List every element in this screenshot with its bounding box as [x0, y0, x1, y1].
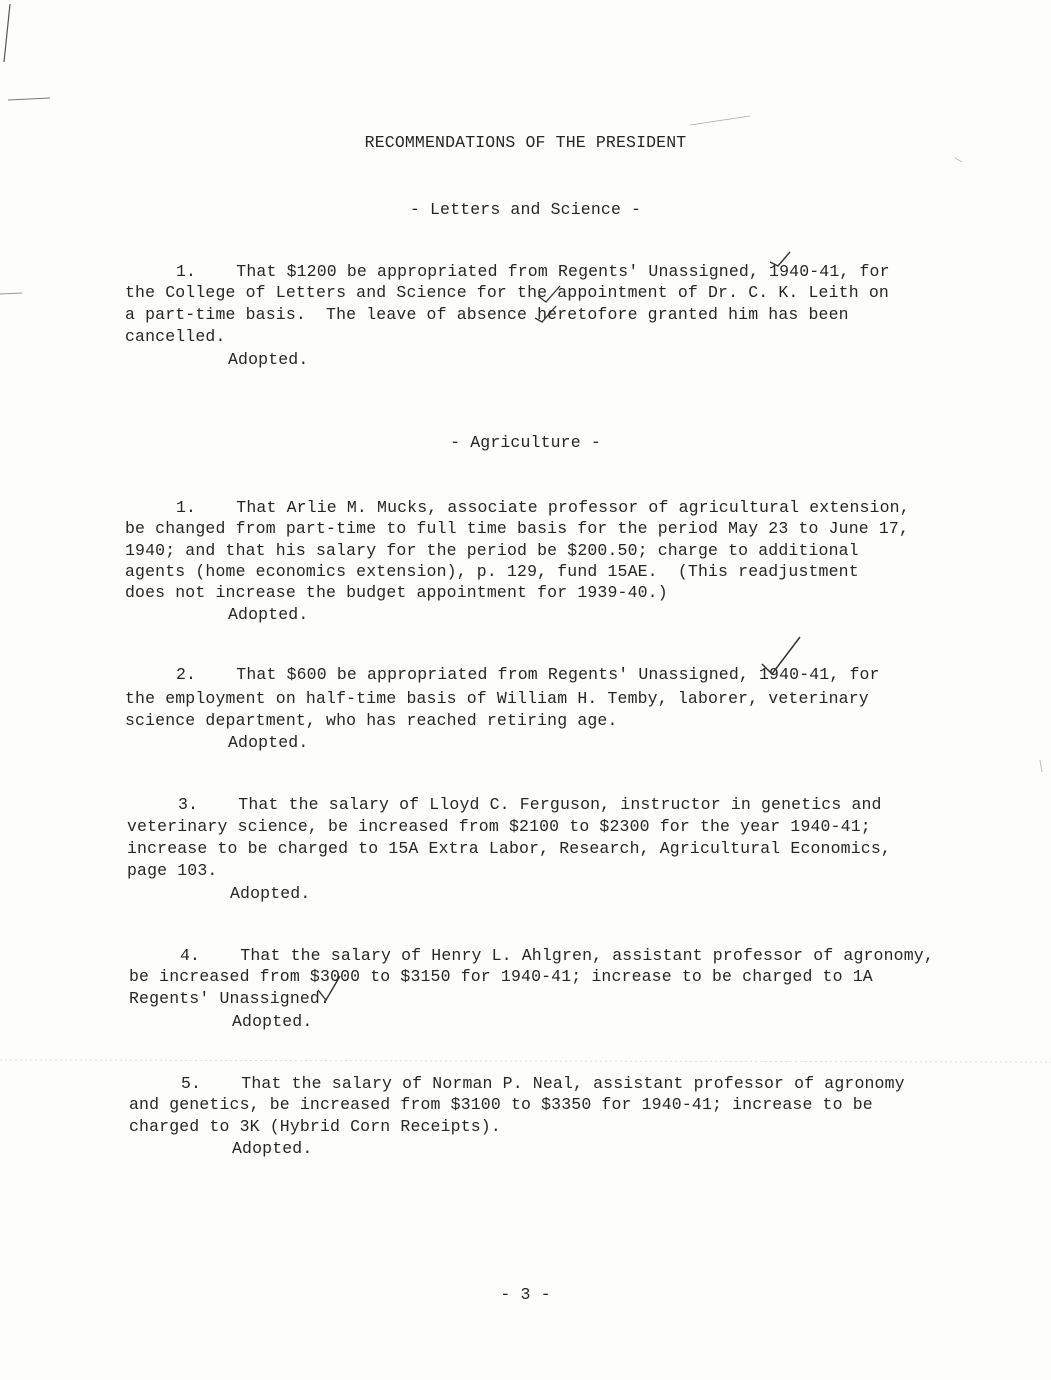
paragraph-line: be changed from part-time to full time basis for the period May 23 to June 17,: [125, 519, 910, 538]
paragraph-line: 1. That $1200 be appropriated from Regents' Unassigned, 1940-41, for: [176, 262, 890, 281]
paragraph-line: 2. That $600 be appropriated from Regents' Unassigned, 1940-41, for: [176, 665, 880, 684]
scan-edge-mark: [0, 293, 22, 294]
paragraph-line: increase to be charged to 15A Extra Labor, Research, Agricultural Economics,: [127, 839, 891, 858]
adopted-status: Adopted.: [228, 350, 309, 369]
section-heading-letters-and-science: - Letters and Science -: [409, 200, 642, 219]
adopted-status: Adopted.: [228, 605, 309, 624]
scan-edge-mark: [4, 4, 10, 62]
page-title: RECOMMENDATIONS OF THE PRESIDENT: [364, 133, 687, 152]
paragraph-line: the College of Letters and Science for the appointment of Dr. C. K. Leith on: [125, 283, 889, 302]
scan-edge-mark: [690, 116, 750, 125]
paragraph-line: Regents' Unassigned.: [129, 989, 331, 1008]
adopted-status: Adopted.: [228, 733, 309, 752]
paragraph-line: charged to 3K (Hybrid Corn Receipts).: [129, 1117, 501, 1136]
paragraph-line: page 103.: [127, 861, 218, 880]
page-number: - 3 -: [500, 1285, 551, 1304]
paragraph-line: be increased from $3000 to $3150 for 1940-41; increase to be charged to 1A: [129, 967, 873, 986]
paragraph-line: 5. That the salary of Norman P. Neal, assistant professor of agronomy: [181, 1074, 905, 1093]
paragraph-line: cancelled.: [125, 327, 226, 346]
fold-line: [0, 1060, 1051, 1062]
paragraph-line: 4. That the salary of Henry L. Ahlgren, assistant professor of agronomy,: [180, 946, 934, 965]
paragraph-line: and genetics, be increased from $3100 to $3350 for 1940-41; increase to be: [129, 1095, 873, 1114]
section-heading-agriculture: - Agriculture -: [450, 433, 601, 452]
paragraph-line: 3. That the salary of Lloyd C. Ferguson, instructor in genetics and: [178, 795, 882, 814]
check-mark-icon: [770, 252, 790, 266]
paragraph-line: the employment on half-time basis of William H. Temby, laborer, veterinary: [125, 689, 869, 708]
paragraph-line: agents (home economics extension), p. 129, fund 15AE. (This readjustment: [125, 562, 859, 581]
check-mark-icon: [762, 637, 800, 674]
paragraph-line: a part-time basis. The leave of absence heretofore granted him has been: [125, 305, 849, 324]
check-mark-icon: [318, 976, 340, 1000]
paragraph-line: veterinary science, be increased from $2100 to $2300 for the year 1940-41;: [127, 817, 871, 836]
adopted-status: Adopted.: [230, 884, 311, 903]
adopted-status: Adopted.: [232, 1139, 313, 1158]
adopted-status: Adopted.: [232, 1012, 313, 1031]
scan-edge-mark: [8, 98, 50, 100]
check-mark-icon: [538, 286, 560, 302]
paragraph-line: does not increase the budget appointment for 1939-40.): [125, 583, 668, 602]
paragraph-line: 1. That Arlie M. Mucks, associate professor of agricultural extension,: [176, 498, 910, 517]
scan-speck: [955, 158, 962, 162]
scan-speck: [1040, 760, 1042, 772]
paragraph-line: science department, who has reached retiring age.: [125, 711, 618, 730]
check-mark-icon: [535, 306, 556, 322]
paragraph-line: 1940; and that his salary for the period be $200.50; charge to additional: [125, 541, 859, 560]
